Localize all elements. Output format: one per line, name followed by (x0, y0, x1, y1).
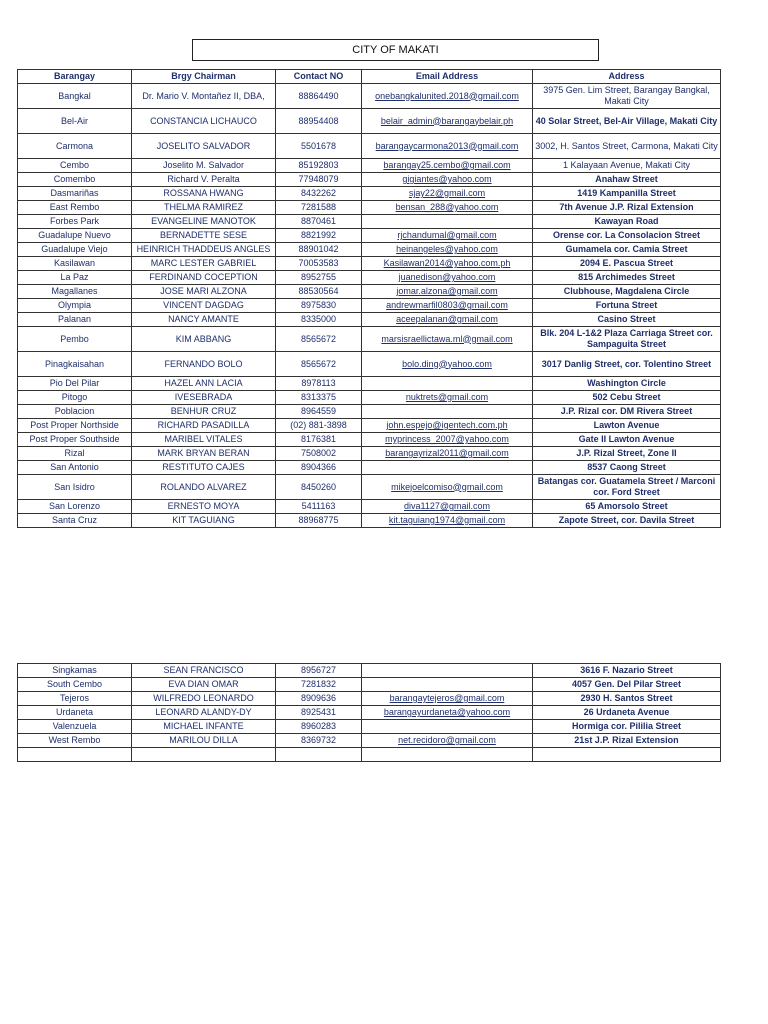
cell-chairman: FERNANDO BOLO (132, 352, 276, 377)
table-row (18, 447, 721, 461)
cell-email (362, 748, 533, 762)
email-link[interactable]: nuktrets@gmail.com (405, 392, 489, 402)
cell-contact: 8909636 (276, 692, 362, 706)
cell-chairman: ROLANDO ALVAREZ (132, 475, 276, 500)
email-link[interactable]: heinangeles@yahoo.com (396, 244, 498, 254)
cell-chairman: WILFREDO LEONARDO (132, 692, 276, 706)
cell-barangay: Santa Cruz (18, 514, 132, 528)
cell-email (362, 159, 533, 173)
cell-barangay: Bangkal (18, 84, 132, 109)
email-link[interactable]: john.espejo@igentech.com.ph (386, 420, 508, 430)
table-row (18, 391, 721, 405)
cell-contact: 8821992 (276, 229, 362, 243)
cell-email (362, 433, 533, 447)
barangay-table-continued (17, 663, 721, 762)
cell-chairman: MICHAEL INFANTE (132, 720, 276, 734)
cell-barangay: Cembo (18, 159, 132, 173)
cell-address: 8537 Caong Street (533, 461, 721, 475)
cell-contact: 8960283 (276, 720, 362, 734)
cell-address: Gate II Lawton Avenue (533, 433, 721, 447)
cell-barangay: Pinagkaisahan (18, 352, 132, 377)
cell-chairman: Joselito M. Salvador (132, 159, 276, 173)
cell-address: 3975 Gen. Lim Street, Barangay Bangkal, Makati City (533, 84, 721, 109)
cell-email (362, 84, 533, 109)
table-row (18, 201, 721, 215)
table-row (18, 433, 721, 447)
table-row (18, 299, 721, 313)
cell-email (362, 734, 533, 748)
email-link[interactable]: juanedison@yahoo.com (398, 272, 496, 282)
cell-barangay: Pio Del Pilar (18, 377, 132, 391)
cell-barangay: Post Proper Southside (18, 433, 132, 447)
table-row (18, 243, 721, 257)
cell-chairman (132, 748, 276, 762)
cell-email (362, 475, 533, 500)
cell-address: 3002, H. Santos Street, Carmona, Makati City (533, 134, 721, 159)
cell-barangay: Pitogo (18, 391, 132, 405)
table-row (18, 678, 721, 692)
email-link[interactable]: onebangkalunited.2018@gmail.com (375, 90, 519, 101)
cell-email (362, 173, 533, 187)
cell-chairman: EVANGELINE MANOTOK (132, 215, 276, 229)
cell-email (362, 352, 533, 377)
cell-address: 2094 E. Pascua Street (533, 257, 721, 271)
cell-contact: 5501678 (276, 134, 362, 159)
cell-barangay: Bel-Air (18, 109, 132, 134)
email-link[interactable]: jomar.alzona@gmail.com (396, 286, 498, 296)
cell-address: 1419 Kampanilla Street (533, 187, 721, 201)
cell-contact: 8952755 (276, 271, 362, 285)
cell-address: Orense cor. La Consolacion Street (533, 229, 721, 243)
cell-email (362, 461, 533, 475)
cell-contact: 8565672 (276, 352, 362, 377)
email-link[interactable]: andrewmarfil0803@gmail.com (386, 300, 508, 310)
cell-contact: 8176381 (276, 433, 362, 447)
table-row (18, 720, 721, 734)
cell-barangay: Guadalupe Nuevo (18, 229, 132, 243)
cell-address: Zapote Street, cor. Davila Street (533, 514, 721, 528)
cell-contact (276, 748, 362, 762)
table-row (18, 461, 721, 475)
cell-contact: 8925431 (276, 706, 362, 720)
cell-address: 2930 H. Santos Street (533, 692, 721, 706)
cell-barangay: Tejeros (18, 692, 132, 706)
cell-chairman: HEINRICH THADDEUS ANGLES (132, 243, 276, 257)
cell-barangay: South Cembo (18, 678, 132, 692)
cell-barangay: Poblacion (18, 405, 132, 419)
cell-email (362, 720, 533, 734)
email-link[interactable]: bensan_288@yahoo.com (395, 202, 499, 212)
cell-chairman: MARILOU DILLA (132, 734, 276, 748)
cell-contact: 8369732 (276, 734, 362, 748)
cell-chairman: CONSTANCIA LICHAUCO (132, 109, 276, 134)
cell-address: Blk. 204 L-1&2 Plaza Carriaga Street cor. Sampaguita Street (533, 327, 721, 352)
cell-email (362, 706, 533, 720)
cell-address: J.P. Rizal Street, Zone II (533, 447, 721, 461)
cell-barangay: Valenzuela (18, 720, 132, 734)
email-link[interactable]: rjchandumal@gmail.com (397, 230, 497, 240)
cell-address: Fortuna Street (533, 299, 721, 313)
cell-email (362, 514, 533, 528)
cell-address: 3616 F. Nazario Street (533, 664, 721, 678)
cell-chairman: MARC LESTER GABRIEL (132, 257, 276, 271)
cell-address: 7th Avenue J.P. Rizal Extension (533, 201, 721, 215)
table-row (18, 475, 721, 500)
cell-barangay: Singkamas (18, 664, 132, 678)
table-header-row (18, 70, 721, 84)
cell-chairman: THELMA RAMIREZ (132, 201, 276, 215)
cell-barangay: Dasmariñas (18, 187, 132, 201)
cell-chairman: FERDINAND COCEPTION (132, 271, 276, 285)
email-link[interactable]: barangay25.cembo@gmail.com (383, 160, 511, 170)
cell-barangay: Magallanes (18, 285, 132, 299)
cell-address: Anahaw Street (533, 173, 721, 187)
cell-email (362, 377, 533, 391)
table-row (18, 327, 721, 352)
cell-address: 815 Archimedes Street (533, 271, 721, 285)
cell-address: Batangas cor. Guatamela Street / Marconi cor. Ford Street (533, 475, 721, 500)
table-row (18, 748, 721, 762)
table-row (18, 664, 721, 678)
cell-chairman: BENHUR CRUZ (132, 405, 276, 419)
cell-chairman: Dr. Mario V. Montañez II, DBA, (132, 84, 276, 109)
table-row (18, 285, 721, 299)
table-row (18, 405, 721, 419)
cell-address: 65 Amorsolo Street (533, 500, 721, 514)
table-row (18, 159, 721, 173)
table-row (18, 109, 721, 134)
cell-barangay: Rizal (18, 447, 132, 461)
cell-email (362, 327, 533, 352)
cell-chairman: KIM ABBANG (132, 327, 276, 352)
table-row (18, 419, 721, 433)
table-row (18, 134, 721, 159)
cell-address: 40 Solar Street, Bel-Air Village, Makati City (533, 109, 721, 134)
email-link[interactable]: aceepalanan@gmail.com (396, 314, 498, 324)
cell-address: Lawton Avenue (533, 419, 721, 433)
cell-email (362, 500, 533, 514)
cell-contact: 8565672 (276, 327, 362, 352)
table-row (18, 215, 721, 229)
table-row (18, 187, 721, 201)
table-row (18, 173, 721, 187)
cell-contact: 88901042 (276, 243, 362, 257)
cell-email (362, 109, 533, 134)
cell-address: 21st J.P. Rizal Extension (533, 734, 721, 748)
cell-address: J.P. Rizal cor. DM Rivera Street (533, 405, 721, 419)
cell-contact: 7281588 (276, 201, 362, 215)
cell-contact: 70053583 (276, 257, 362, 271)
table-row (18, 734, 721, 748)
email-link[interactable]: barangaycarmona2013@gmail.com (375, 140, 519, 151)
cell-email (362, 405, 533, 419)
table-row (18, 500, 721, 514)
cell-barangay: East Rembo (18, 201, 132, 215)
cell-barangay: Carmona (18, 134, 132, 159)
cell-email (362, 692, 533, 706)
table-row (18, 706, 721, 720)
cell-address: 1 Kalayaan Avenue, Makati City (533, 159, 721, 173)
cell-email (362, 313, 533, 327)
table-row (18, 229, 721, 243)
cell-chairman: IVESEBRADA (132, 391, 276, 405)
email-link[interactable]: sjay22@gmail.com (408, 188, 486, 198)
header-address: Address (533, 70, 721, 84)
cell-barangay: San Isidro (18, 475, 132, 500)
cell-chairman: Richard V. Peralta (132, 173, 276, 187)
cell-address: 502 Cebu Street (533, 391, 721, 405)
barangay-table (17, 69, 721, 528)
cell-email (362, 678, 533, 692)
cell-email (362, 299, 533, 313)
cell-chairman: NANCY AMANTE (132, 313, 276, 327)
email-link[interactable]: barangaytejeros@gmail.com (389, 693, 505, 703)
cell-address: Casino Street (533, 313, 721, 327)
cell-address: Hormiga cor. Pililia Street (533, 720, 721, 734)
cell-contact: 88530564 (276, 285, 362, 299)
cell-barangay: Pembo (18, 327, 132, 352)
cell-barangay: Guadalupe Viejo (18, 243, 132, 257)
cell-email (362, 664, 533, 678)
cell-chairman: JOSELITO SALVADOR (132, 134, 276, 159)
cell-barangay: San Antonio (18, 461, 132, 475)
cell-chairman: JOSE MARI ALZONA (132, 285, 276, 299)
cell-barangay: Forbes Park (18, 215, 132, 229)
header-chairman: Brgy Chairman (132, 70, 276, 84)
cell-chairman: RESTITUTO CAJES (132, 461, 276, 475)
cell-email (362, 447, 533, 461)
cell-barangay (18, 748, 132, 762)
email-link[interactable]: myprincess_2007@yahoo.com (385, 434, 509, 444)
table-row (18, 352, 721, 377)
cell-barangay: San Lorenzo (18, 500, 132, 514)
cell-email (362, 257, 533, 271)
cell-contact: 88968775 (276, 514, 362, 528)
header-barangay: Barangay (18, 70, 132, 84)
cell-contact: 77948079 (276, 173, 362, 187)
cell-barangay: Post Proper Northside (18, 419, 132, 433)
cell-barangay: Comembo (18, 173, 132, 187)
email-link[interactable]: bolo.ding@yahoo.com (402, 358, 492, 369)
cell-contact: 8335000 (276, 313, 362, 327)
cell-address: Clubhouse, Magdalena Circle (533, 285, 721, 299)
cell-email (362, 271, 533, 285)
cell-email (362, 201, 533, 215)
header-contact: Contact NO (276, 70, 362, 84)
email-link[interactable]: barangayurdaneta@yahoo.com (383, 707, 511, 717)
cell-contact: 8975830 (276, 299, 362, 313)
cell-email (362, 243, 533, 257)
cell-barangay: Palanan (18, 313, 132, 327)
page-title: CITY OF MAKATI (192, 39, 599, 61)
cell-address: 26 Urdaneta Avenue (533, 706, 721, 720)
cell-email (362, 134, 533, 159)
cell-contact: 5411163 (276, 500, 362, 514)
cell-chairman: KIT TAGUIANG (132, 514, 276, 528)
table-row (18, 271, 721, 285)
cell-address: Gumamela cor. Camia Street (533, 243, 721, 257)
cell-address: 3017 Danlig Street, cor. Tolentino Street (533, 352, 721, 377)
cell-contact: 8964559 (276, 405, 362, 419)
cell-email (362, 285, 533, 299)
cell-contact: 8450260 (276, 475, 362, 500)
table-row (18, 377, 721, 391)
table-row (18, 514, 721, 528)
cell-address: Kawayan Road (533, 215, 721, 229)
cell-email (362, 229, 533, 243)
cell-email (362, 187, 533, 201)
cell-barangay: Olympia (18, 299, 132, 313)
cell-address: 4057 Gen. Del Pilar Street (533, 678, 721, 692)
cell-barangay: Kasilawan (18, 257, 132, 271)
cell-barangay: La Paz (18, 271, 132, 285)
cell-contact: 7281832 (276, 678, 362, 692)
cell-chairman: ERNESTO MOYA (132, 500, 276, 514)
cell-contact: 88864490 (276, 84, 362, 109)
table-row (18, 692, 721, 706)
cell-contact: 8313375 (276, 391, 362, 405)
email-link[interactable]: kit.taguiang1974@gmail.com (388, 515, 506, 525)
cell-contact: 8432262 (276, 187, 362, 201)
cell-chairman: HAZEL ANN LACIA (132, 377, 276, 391)
cell-chairman: SEAN FRANCISCO (132, 664, 276, 678)
cell-barangay: Urdaneta (18, 706, 132, 720)
email-link[interactable]: gigiantes@yahoo.com (402, 174, 492, 184)
cell-contact: 8978113 (276, 377, 362, 391)
email-link[interactable]: diva1127@gmail.com (403, 501, 490, 511)
cell-barangay: West Rembo (18, 734, 132, 748)
table-row (18, 84, 721, 109)
cell-contact: 8870461 (276, 215, 362, 229)
cell-chairman: LEONARD ALANDY-DY (132, 706, 276, 720)
cell-chairman: BERNADETTE SESE (132, 229, 276, 243)
cell-chairman: EVA DIAN OMAR (132, 678, 276, 692)
email-link[interactable]: marsisraellictawa.ml@gmail.com (381, 333, 513, 344)
cell-chairman: MARIBEL VITALES (132, 433, 276, 447)
cell-chairman: ROSSANA HWANG (132, 187, 276, 201)
header-email: Email Address (362, 70, 533, 84)
table-row (18, 313, 721, 327)
cell-address: Washington Circle (533, 377, 721, 391)
cell-contact: (02) 881-3898 (276, 419, 362, 433)
cell-chairman: RICHARD PASADILLA (132, 419, 276, 433)
email-link[interactable]: net.recidoro@gmail.com (398, 735, 496, 745)
cell-address (533, 748, 721, 762)
cell-contact: 85192803 (276, 159, 362, 173)
cell-email (362, 215, 533, 229)
cell-chairman: VINCENT DAGDAG (132, 299, 276, 313)
email-link[interactable]: belair_admin@barangaybelair.ph (380, 115, 514, 126)
cell-contact: 8956727 (276, 664, 362, 678)
email-link[interactable]: mikejoelcomiso@gmail.com (391, 481, 503, 492)
table-row (18, 257, 721, 271)
cell-email (362, 419, 533, 433)
email-link[interactable]: Kasilawan2014@yahoo.com.ph (383, 258, 511, 268)
cell-email (362, 391, 533, 405)
cell-chairman: MARK BRYAN BERAN (132, 447, 276, 461)
cell-contact: 88954408 (276, 109, 362, 134)
email-link[interactable]: barangayrizal2011@gmail.com (385, 448, 509, 458)
cell-contact: 8904366 (276, 461, 362, 475)
cell-contact: 7508002 (276, 447, 362, 461)
